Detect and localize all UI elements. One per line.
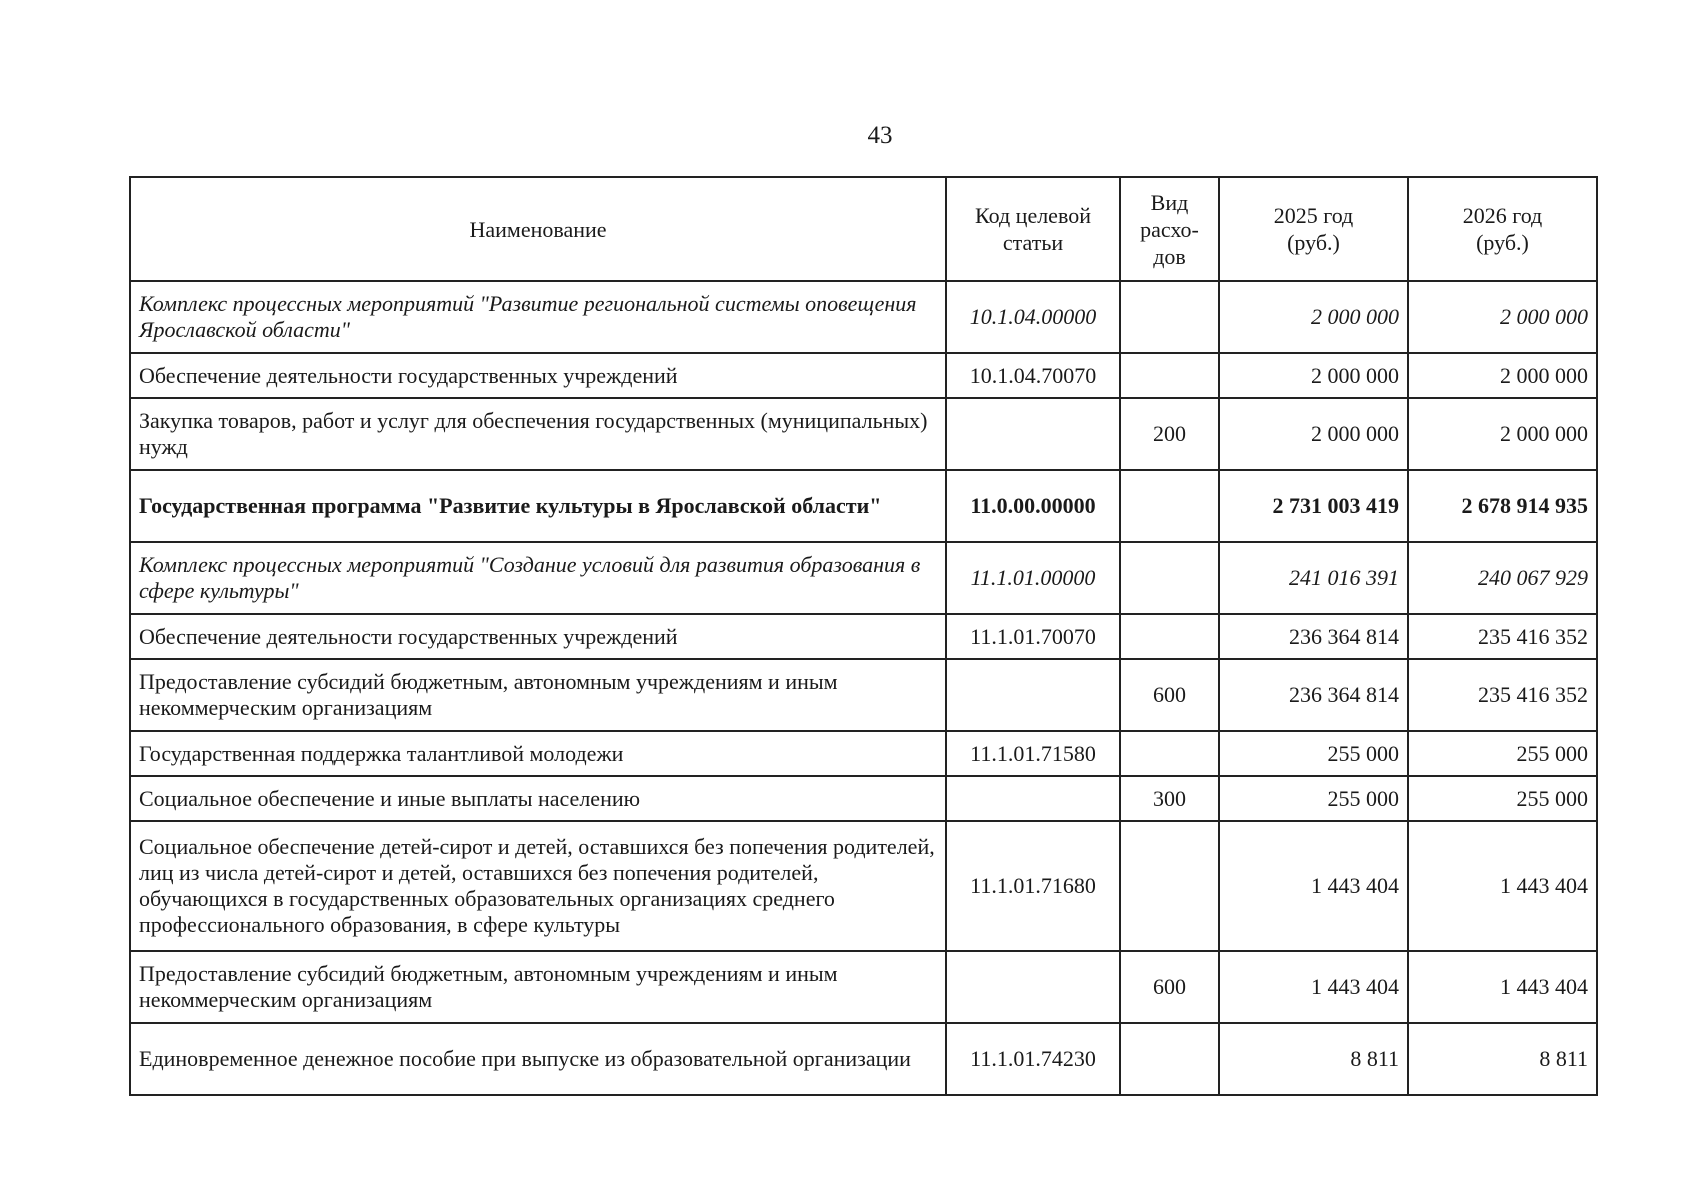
cell-type: [1120, 470, 1219, 542]
cell-type: [1120, 614, 1219, 659]
cell-code: 10.1.04.00000: [946, 281, 1120, 353]
cell-type: 600: [1120, 951, 1219, 1023]
cell-code: 11.1.01.00000: [946, 542, 1120, 614]
header-year-2026: 2026 год (руб.): [1408, 177, 1597, 281]
table-body: [130, 281, 1597, 1095]
cell-amount-2025: 1 443 404: [1219, 951, 1408, 1023]
cell-name: Предоставление субсидий бюджетным, автономным учреждениям и иным некоммерческим организациям: [130, 659, 946, 731]
cell-amount-2026: 255 000: [1408, 776, 1597, 821]
table-row: [130, 542, 1597, 614]
cell-type: [1120, 353, 1219, 398]
cell-amount-2025: 241 016 391: [1219, 542, 1408, 614]
cell-type: 200: [1120, 398, 1219, 470]
page-number: 43: [867, 122, 893, 149]
cell-amount-2025: 236 364 814: [1219, 614, 1408, 659]
cell-amount-2025: 236 364 814: [1219, 659, 1408, 731]
cell-amount-2025: 2 000 000: [1219, 398, 1408, 470]
cell-code: [946, 659, 1120, 731]
cell-name: Государственная программа "Развитие культуры в Ярославской области": [130, 470, 946, 542]
cell-amount-2026: 2 000 000: [1408, 281, 1597, 353]
cell-amount-2025: 1 443 404: [1219, 821, 1408, 951]
cell-type: [1120, 821, 1219, 951]
cell-name: Комплекс процессных мероприятий "Создание условий для развития образования в сфере культуры": [130, 542, 946, 614]
cell-name: Закупка товаров, работ и услуг для обеспечения государственных (муниципальных) нужд: [130, 398, 946, 470]
table-row: [130, 821, 1597, 951]
budget-table: [129, 176, 1598, 1096]
table-row: [130, 614, 1597, 659]
cell-name: Обеспечение деятельности государственных учреждений: [130, 353, 946, 398]
header-year-2025: 2025 год (руб.): [1219, 177, 1408, 281]
cell-code: 11.1.01.71680: [946, 821, 1120, 951]
table-row: [130, 776, 1597, 821]
cell-amount-2025: 255 000: [1219, 776, 1408, 821]
table-row: [130, 951, 1597, 1023]
cell-type: 300: [1120, 776, 1219, 821]
cell-amount-2025: 2 000 000: [1219, 353, 1408, 398]
cell-amount-2026: 240 067 929: [1408, 542, 1597, 614]
cell-code: [946, 776, 1120, 821]
cell-code: [946, 398, 1120, 470]
cell-amount-2026: 255 000: [1408, 731, 1597, 776]
cell-code: [946, 951, 1120, 1023]
cell-amount-2026: 235 416 352: [1408, 614, 1597, 659]
cell-name: Социальное обеспечение детей-сирот и детей, оставшихся без попечения родителей, лиц из числа детей-сирот и детей, оставшихся без попечения родителей, обучающихся в государственных образовательных организациях среднего профессионального образования, в сфере культуры: [130, 821, 946, 951]
cell-name: Предоставление субсидий бюджетным, автономным учреждениям и иным некоммерческим организациям: [130, 951, 946, 1023]
cell-amount-2025: 2 000 000: [1219, 281, 1408, 353]
cell-name: Единовременное денежное пособие при выпуске из образовательной организации: [130, 1023, 946, 1095]
cell-code: 11.1.01.71580: [946, 731, 1120, 776]
cell-amount-2026: 2 000 000: [1408, 398, 1597, 470]
table-row: [130, 281, 1597, 353]
header-code: Код целевой статьи: [946, 177, 1120, 281]
header-name: Наименование: [130, 177, 946, 281]
table-row: [130, 731, 1597, 776]
cell-code: 10.1.04.70070: [946, 353, 1120, 398]
cell-code: 11.0.00.00000: [946, 470, 1120, 542]
cell-amount-2026: 1 443 404: [1408, 821, 1597, 951]
cell-code: 11.1.01.74230: [946, 1023, 1120, 1095]
cell-type: [1120, 281, 1219, 353]
cell-amount-2026: 235 416 352: [1408, 659, 1597, 731]
cell-amount-2025: 8 811: [1219, 1023, 1408, 1095]
cell-amount-2025: 255 000: [1219, 731, 1408, 776]
cell-type: [1120, 731, 1219, 776]
cell-name: Государственная поддержка талантливой молодежи: [130, 731, 946, 776]
cell-name: Социальное обеспечение и иные выплаты населению: [130, 776, 946, 821]
table-row: [130, 353, 1597, 398]
cell-amount-2025: 2 731 003 419: [1219, 470, 1408, 542]
header-type: Вид расхо-дов: [1120, 177, 1219, 281]
cell-amount-2026: 2 678 914 935: [1408, 470, 1597, 542]
cell-amount-2026: 1 443 404: [1408, 951, 1597, 1023]
cell-name: Комплекс процессных мероприятий "Развитие региональной системы оповещения Ярославской области": [130, 281, 946, 353]
cell-amount-2026: 2 000 000: [1408, 353, 1597, 398]
cell-type: 600: [1120, 659, 1219, 731]
cell-name: Обеспечение деятельности государственных учреждений: [130, 614, 946, 659]
table-row: [130, 398, 1597, 470]
cell-type: [1120, 542, 1219, 614]
table-row: [130, 659, 1597, 731]
table-row: [130, 470, 1597, 542]
cell-type: [1120, 1023, 1219, 1095]
cell-code: 11.1.01.70070: [946, 614, 1120, 659]
table-header-row: [130, 177, 1597, 281]
cell-amount-2026: 8 811: [1408, 1023, 1597, 1095]
table-row: [130, 1023, 1597, 1095]
